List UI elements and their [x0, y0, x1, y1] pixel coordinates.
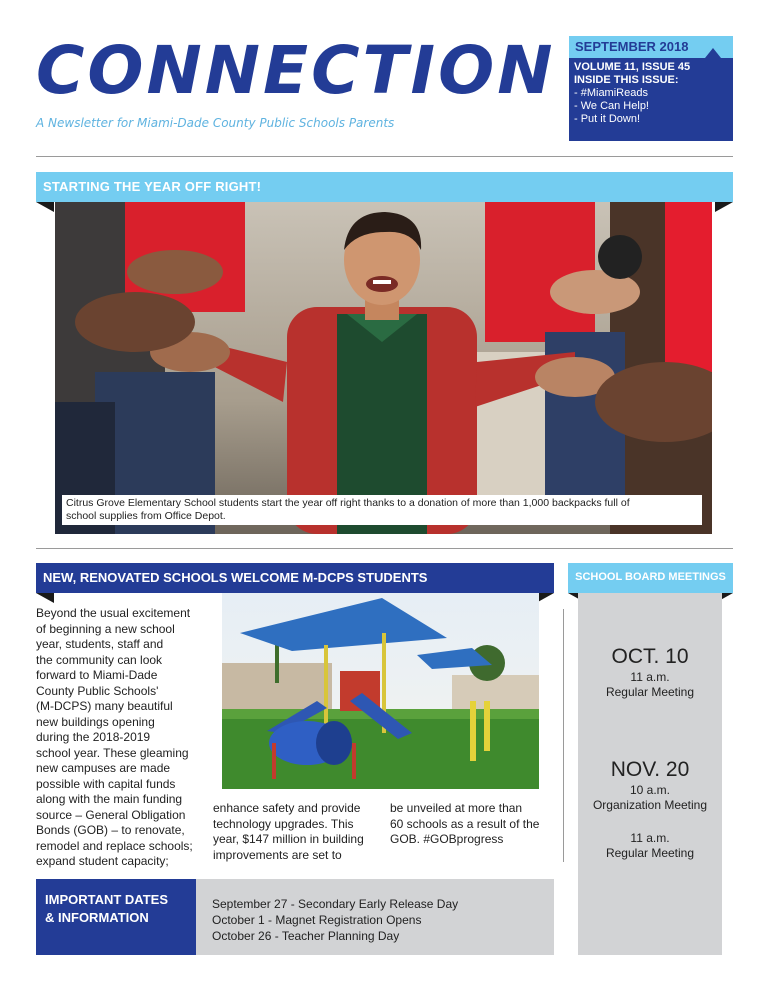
issue-date	[569, 36, 733, 58]
article-column-2: enhance safety and provide technology upgrades. This year, $147 million in building improvements are set to	[213, 801, 364, 862]
meeting-time: 11 a.m.	[630, 670, 670, 684]
newsletter-subtitle: A Newsletter for Miami-Dade County Public Schools Parents	[36, 116, 395, 130]
inside-item: - #MiamiReads	[574, 87, 648, 99]
photo-playground	[222, 593, 539, 789]
inside-item: - We Can Help!	[574, 100, 649, 112]
banner-fold-right	[715, 202, 733, 212]
inside-item: - Put it Down!	[574, 113, 641, 125]
corner-triangle-icon	[705, 48, 721, 58]
important-date-item: October 26 - Teacher Planning Day	[212, 929, 400, 943]
meeting-time: 10 a.m.	[629, 783, 671, 797]
section-heading-starting: STARTING THE YEAR OFF RIGHT!	[36, 172, 733, 202]
meeting-date: OCT. 10	[611, 645, 689, 668]
meeting-nov-20	[578, 757, 722, 861]
divider	[36, 156, 733, 157]
column-divider	[563, 609, 564, 862]
banner-fold-left	[36, 593, 54, 603]
banner-fold-left	[36, 202, 54, 212]
meeting-type: Regular Meeting	[605, 685, 695, 699]
inside-label: INSIDE THIS ISSUE:	[574, 74, 679, 86]
meeting-oct-10	[578, 644, 722, 700]
meeting-type: Regular Meeting	[605, 846, 695, 860]
article-column-1: Beyond the usual excitement of beginning a new school year, students, staff and the community can look forward to Miami-Dade County Public Schools' (M-DCPS) many beautiful new buildings opening during the 2018-2019 school year. These gleaming new campuses are made possible with capital funds along with the main funding source – General Obligation Bonds (GOB) – to renovate, remodel and replace schools; expand student capacity;	[36, 606, 193, 868]
issue-volume: VOLUME 11, ISSUE 45	[574, 61, 691, 73]
issue-date-text: SEPTEMBER 2018	[575, 39, 689, 54]
meeting-time: 11 a.m.	[630, 831, 670, 845]
meeting-type: Organization Meeting	[592, 798, 708, 812]
newsletter-title: CONNECTION	[36, 32, 556, 109]
section-heading-board-meetings: SCHOOL BOARD MEETINGS	[568, 563, 733, 593]
photo-students-high-five	[55, 202, 712, 534]
issue-info-box	[569, 36, 733, 141]
important-date-item: September 27 - Secondary Early Release Day	[212, 897, 459, 911]
article-column-3: be unveiled at more than 60 schools as a result of the GOB. #GOBprogress	[390, 801, 540, 846]
meeting-date: NOV. 20	[610, 758, 690, 781]
important-date-item: October 1 - Magnet Registration Opens	[212, 913, 422, 927]
important-dates-heading: IMPORTANT DATES & INFORMATION	[36, 879, 196, 955]
important-dates-list	[196, 879, 554, 955]
photo-caption: Citrus Grove Elementary School students start the year off right thanks to a donation of more than 1,000 backpacks full of school supplies from Office Depot.	[62, 495, 702, 525]
issue-details	[569, 58, 733, 141]
section-heading-new-schools: NEW, RENOVATED SCHOOLS WELCOME M-DCPS STUDENTS	[36, 563, 554, 593]
divider	[36, 548, 733, 549]
